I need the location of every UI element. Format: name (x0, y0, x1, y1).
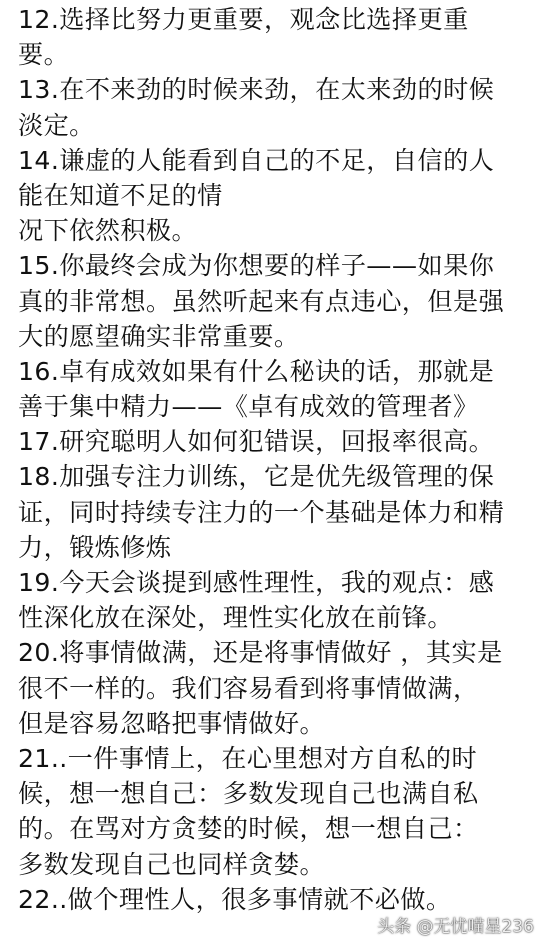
text-line: 15.你最终会成为你想要的样子——如果你 (18, 251, 495, 281)
text-line: 多数发现自己也同样贪婪。 (18, 849, 326, 879)
text-line: 的。在骂对方贪婪的时候，想一想自己： (18, 814, 479, 844)
text-line: 大的愿望确实非常重要。 (18, 321, 300, 351)
text-line: 12.选择比努力更重要，观念比选择更重 (18, 5, 469, 34)
text-line: 善于集中精力——《卓有成效的管理者》 (18, 392, 479, 422)
text-line: 真的非常想。虽然听起来有点违心，但是强 (18, 286, 505, 316)
text-line: 候，想一想自己：多数发现自己也满自私 (18, 779, 479, 809)
text-line: 22..做个理性人，很多事情就不必做。 (18, 884, 452, 914)
text-line: 17.研究聪明人如何犯错误，回报率很高。 (18, 427, 495, 457)
source-watermark: 头条 @无忧喵星236 (377, 917, 534, 937)
text-line: 19.今天会谈提到感性理性，我的观点：感 (18, 568, 495, 597)
text-line: 很不一样的。我们容易看到将事情做满， (18, 673, 479, 703)
text-line: 况下依然积极。 (18, 216, 198, 246)
document-body (18, 2, 534, 917)
text-line: 18.加强专注力训练，它是优先级管理的保 (18, 462, 495, 492)
text-line: 要。 (18, 40, 70, 70)
text-line: 14.谦虚的人能看到自己的不足，自信的人 (18, 145, 495, 175)
text-line: 证，同时持续专注力的一个基础是体力和精 (18, 497, 505, 527)
text-line: 但是容易忽略把事情做好。 (18, 708, 326, 738)
text-line: 能在知道不足的情 (18, 180, 223, 210)
text-line: 13.在不来劲的时候来劲，在太来劲的时候 (18, 75, 495, 105)
text-line: 21..一件事情上，在心里想对方自私的时 (18, 743, 478, 773)
text-line: 性深化放在深处，理性实化放在前锋。 (18, 603, 453, 633)
text-line: 16.卓有成效如果有什么秘诀的话，那就是 (18, 356, 495, 386)
text-line: 淡定。 (18, 110, 95, 140)
text-line: 20.将事情做满，还是将事情做好 ，其实是 (18, 638, 503, 668)
text-line: 力，锻炼修炼 (18, 532, 172, 562)
